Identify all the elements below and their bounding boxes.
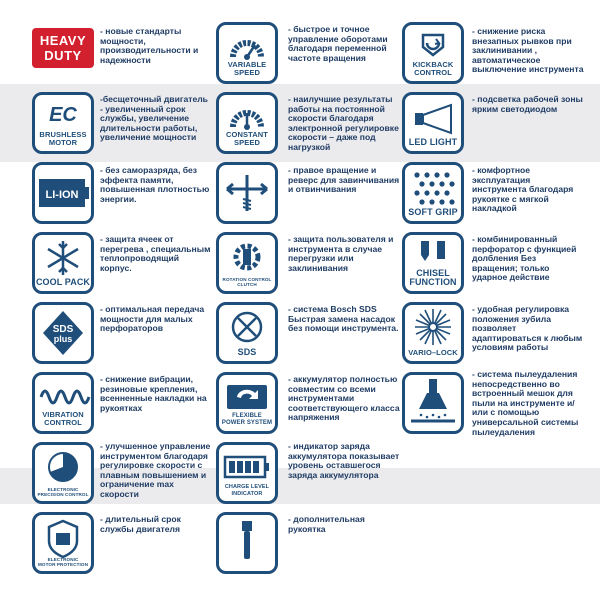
chisel-function-badge [402, 232, 464, 294]
rotation-clutch-desc: - защита пользователя и инструмента в случае перегрузки или заклинивания [288, 234, 394, 273]
variable-speed-desc: - быстрое и точное управление оборотами благодаря переменной частоте вращения [288, 24, 388, 63]
dust-extraction-badge [402, 372, 464, 434]
vibration-control-label: VIBRATION CONTROL [42, 410, 84, 427]
vibration-control-badge [32, 372, 94, 434]
flexible-power-label: FLEXIBLE POWER SYSTEM [221, 413, 273, 426]
vario-lock-label: VARIO–LOCK [408, 348, 458, 357]
ec-brushless-badge [32, 92, 94, 154]
li-ion-badge [32, 162, 94, 224]
flexible-power-desc: - аккумулятор полностью совместим со всеми инструментами соответствующего класса напряжения [288, 374, 400, 423]
cool-pack-desc: - защита ячеек от перегрева , специальным теплопроводящий корпус. [100, 234, 211, 273]
variable-speed-label: VARIABLE SPEED [227, 60, 267, 77]
battery-icon [35, 165, 91, 221]
sds-desc: - система Bosch SDS Быстрая замена насадок без помощи инструмента. [288, 304, 399, 334]
chisel-function-desc: - комбинированный перфоратор с функцией долбления Без вращения; только ударное действие [472, 234, 577, 283]
electronic-precision-desc: - улучшенное управление инструментом благодаря регулировке скорости с плавным повышением и ограничение max скорости [100, 441, 211, 499]
charge-level-label: CHARGE LEVEL INDICATOR [224, 484, 270, 497]
rotation-clutch-label: ROTATION CONTROL CLUTCH [222, 277, 272, 287]
electronic-precision-badge [32, 442, 94, 504]
sds-plus-text1: SDS [52, 324, 74, 335]
constant-speed-label: CONSTANT SPEED [226, 130, 268, 147]
heavy-duty-line2: DUTY [44, 48, 82, 63]
soft-grip-label: SOFT GRIP [408, 207, 458, 217]
vario-lock-badge [402, 302, 464, 364]
reverse-desc: - правое вращение и реверс для завинчивания и отвинчивания [288, 165, 400, 195]
aux-handle-badge [216, 512, 278, 574]
heavy-duty-desc: - новые стандарты мощности, производительности и надежности [100, 26, 199, 65]
kickback-control-label: KICKBACK CONTROL [412, 60, 454, 77]
flexible-power-badge [216, 372, 278, 434]
charge-level-desc: - индикатор заряда аккумулятора показывает уровень оставшегося заряда аккумулятора [288, 441, 400, 480]
heavy-duty-line1: HEAVY [39, 33, 87, 48]
sds-plus-icon [35, 305, 91, 361]
cool-pack-badge [32, 232, 94, 294]
motor-protection-desc: - длительный срок службы двигателя [100, 514, 181, 534]
constant-speed-desc: - наилучшие результаты работы на постоянной скорости благодаря электронной регулировке скорости – даже под нагрузкой [288, 94, 399, 152]
kickback-control-badge [402, 22, 464, 84]
sds-plus-text2: plus [53, 334, 73, 344]
sds-plus-badge [32, 302, 94, 364]
aux-handle-icon [219, 515, 275, 571]
vario-lock-desc: - удобная регулировка положения зубила позволяет адаптироваться к любым условиям работы [472, 304, 583, 353]
vibration-control-desc: - снижение вибрации, резиновые крепления, всенненные накладки на рукоятках [100, 374, 207, 413]
ec-brushless-desc: -бесщеточный двигатель - увеличенный срок службы, увеличение длительности работы, увеличение мощности [100, 94, 208, 143]
heavy-duty-badge [32, 28, 94, 68]
led-light-badge [402, 92, 464, 154]
li-ion-desc: - без саморазряда, без эффекта памяти, повышенная плотностью энергии. [100, 165, 210, 204]
cool-pack-label: COOL PACK [35, 277, 91, 287]
kickback-control-desc: - снижение риска внезапных рывков при заклинивании , автоматическое выключение инструмента [472, 26, 584, 75]
aux-handle-desc: - дополнительная рукоятка [288, 514, 365, 534]
reverse-badge [216, 162, 278, 224]
electronic-precision-label: ELECTRONIC PRECISION CONTROL [37, 487, 89, 497]
dust-extraction-icon [405, 375, 461, 431]
ec-text: EC [49, 104, 77, 126]
motor-protection-badge [32, 512, 94, 574]
charge-level-badge [216, 442, 278, 504]
reverse-rotation-icon [219, 165, 275, 221]
rotation-clutch-badge [216, 232, 278, 294]
sds-plus-desc: - оптимальная передача мощности для малых перфораторов [100, 304, 205, 334]
variable-speed-badge [216, 22, 278, 84]
li-ion-text: LI-ION [45, 189, 79, 201]
motor-protection-label: ELECTRONIC MOTOR PROTECTION [37, 557, 88, 567]
led-light-label: LED LIGHT [408, 137, 458, 147]
ec-brushless-label: BRUSHLESS MOTOR [39, 130, 87, 147]
led-light-desc: - подсветка рабочей зоны ярким светодиодом [472, 94, 583, 114]
soft-grip-badge [402, 162, 464, 224]
soft-grip-desc: - комфортное эксплуатация инструмента благодаря рукоятке с мягкой накладкой [472, 165, 574, 214]
constant-speed-badge [216, 92, 278, 154]
chisel-function-label: CHISEL FUNCTION [409, 268, 457, 287]
dust-extraction-desc: - система пылеудаления непосредственно во встроенный мешок для пыли на инструменте и/или с помощью универсальной системы пылеудаления [472, 369, 579, 437]
sds-badge [216, 302, 278, 364]
sds-label: SDS [237, 347, 257, 357]
